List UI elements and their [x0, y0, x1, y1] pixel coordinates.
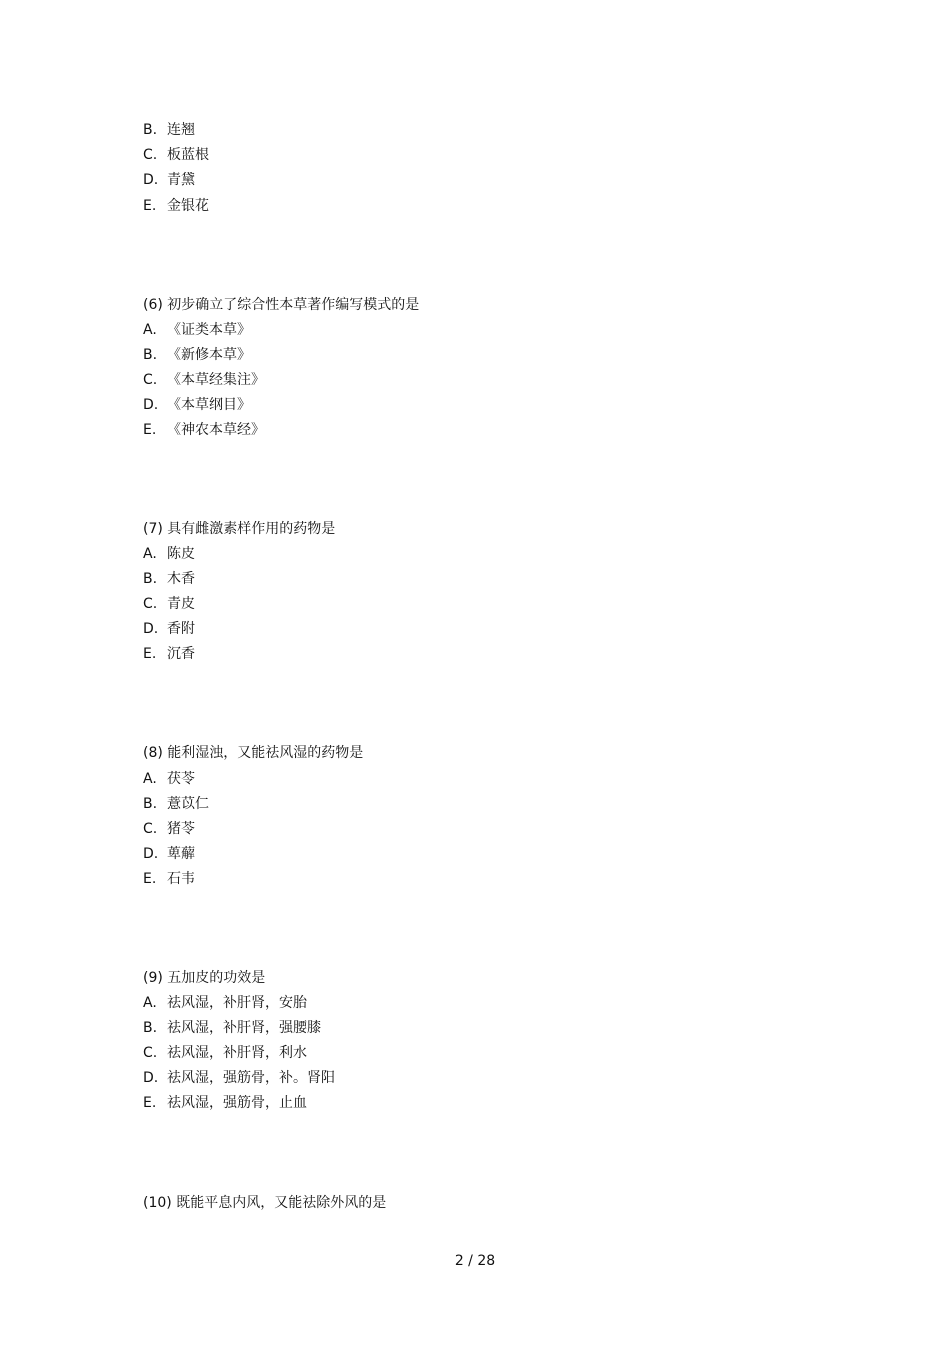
option-letter: B. — [143, 122, 158, 138]
option-text: 祛风湿，补肝肾，安胎 — [167, 995, 307, 1011]
option-text: 青皮 — [167, 596, 195, 612]
option-item — [143, 869, 195, 889]
option-text: 沉香 — [167, 646, 195, 662]
option-text: 《神农本草经》 — [167, 422, 265, 438]
option-text: 板蓝根 — [167, 147, 209, 163]
option-item — [143, 769, 195, 789]
option-letter: B. — [143, 1020, 158, 1036]
option-text: 青黛 — [167, 172, 195, 188]
option-letter: D. — [143, 172, 159, 188]
option-item — [143, 196, 209, 216]
question-stem: (10) 既能平息内风，又能祛除外风的是 — [143, 1195, 387, 1211]
question-stem: (8) 能利湿浊，又能祛风湿的药物是 — [143, 745, 364, 761]
option-text: 金银花 — [167, 198, 209, 214]
option-text: 茯苓 — [167, 771, 195, 787]
option-letter: B. — [143, 796, 158, 812]
option-item — [143, 345, 251, 365]
option-text: 木香 — [167, 571, 195, 587]
option-text: 连翘 — [167, 122, 195, 138]
option-letter: A. — [143, 322, 157, 338]
option-text: 《本草经集注》 — [167, 372, 265, 388]
option-letter: E. — [143, 422, 157, 438]
question-stem: (7) 具有雌激素样作用的药物是 — [143, 521, 336, 537]
option-letter: C. — [143, 821, 158, 837]
option-item — [143, 794, 209, 814]
option-letter: B. — [143, 571, 158, 587]
option-letter: C. — [143, 1045, 158, 1061]
option-text: 《证类本草》 — [167, 322, 251, 338]
option-letter: D. — [143, 846, 159, 862]
option-item — [143, 370, 265, 390]
option-item — [143, 594, 195, 614]
option-letter: A. — [143, 546, 157, 562]
option-letter: E. — [143, 871, 157, 887]
option-text: 《新修本草》 — [167, 347, 251, 363]
option-item — [143, 420, 265, 440]
option-item — [143, 619, 195, 639]
option-letter: C. — [143, 596, 158, 612]
option-item — [143, 569, 195, 589]
option-text: 祛风湿，强筋骨，止血 — [167, 1095, 307, 1111]
option-letter: D. — [143, 621, 159, 637]
option-item — [143, 1093, 307, 1113]
option-text: 猪苓 — [167, 821, 195, 837]
option-letter: C. — [143, 372, 158, 388]
option-text: 石韦 — [167, 871, 195, 887]
option-letter: A. — [143, 995, 157, 1011]
option-text: 萆薢 — [167, 846, 195, 862]
option-item — [143, 1018, 321, 1038]
option-letter: D. — [143, 1070, 159, 1086]
option-letter: D. — [143, 397, 159, 413]
option-item — [143, 993, 307, 1013]
option-letter: B. — [143, 347, 158, 363]
question-stem: (9) 五加皮的功效是 — [143, 970, 266, 986]
option-text: 香附 — [167, 621, 195, 637]
option-item — [143, 120, 195, 140]
option-text: 陈皮 — [167, 546, 195, 562]
option-item — [143, 145, 209, 165]
option-item — [143, 170, 195, 190]
page-number: 2 / 28 — [454, 1253, 496, 1269]
option-item — [143, 1043, 307, 1063]
option-letter: A. — [143, 771, 157, 787]
option-letter: E. — [143, 1095, 157, 1111]
option-item — [143, 819, 195, 839]
option-item — [143, 1068, 335, 1088]
option-item — [143, 395, 251, 415]
option-text: 《本草纲目》 — [167, 397, 251, 413]
option-text: 祛风湿，补肝肾，强腰膝 — [167, 1020, 321, 1036]
option-letter: E. — [143, 198, 157, 214]
option-item — [143, 644, 195, 664]
option-item — [143, 844, 195, 864]
option-text: 祛风湿，强筋骨，补。肾阳 — [167, 1070, 335, 1086]
option-letter: E. — [143, 646, 157, 662]
option-item — [143, 544, 195, 564]
option-letter: C. — [143, 147, 158, 163]
option-text: 祛风湿，补肝肾，利水 — [167, 1045, 307, 1061]
option-text: 薏苡仁 — [167, 796, 209, 812]
option-item — [143, 320, 251, 340]
question-stem: (6) 初步确立了综合性本草著作编写模式的是 — [143, 297, 420, 313]
